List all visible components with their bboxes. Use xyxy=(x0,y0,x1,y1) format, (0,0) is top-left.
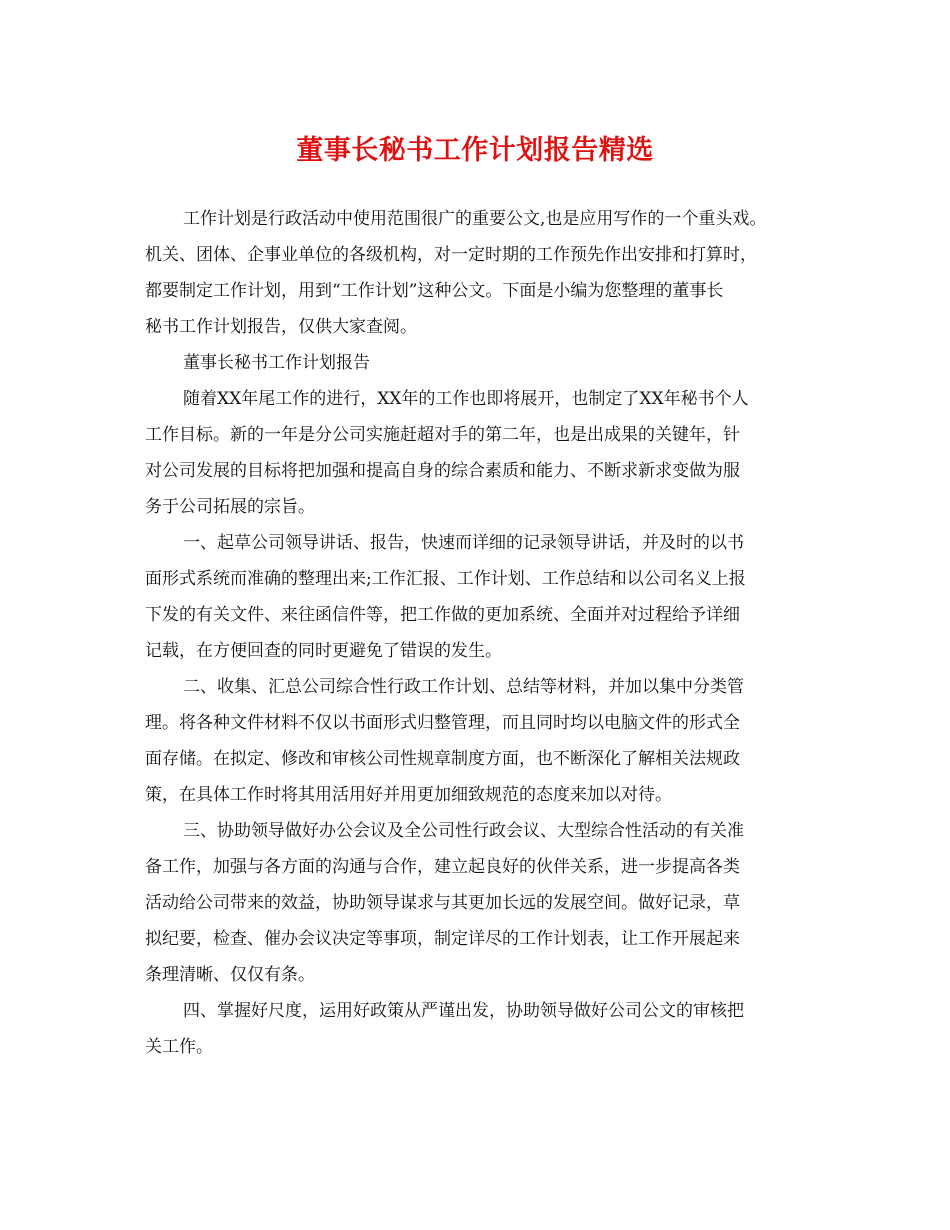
paragraph-line: 理。将各种文件材料不仅以书面形式归整管理，而且同时均以电脑文件的形式全 xyxy=(145,713,740,733)
paragraph-line: 随着XX年尾工作的进行，XX年的工作也即将展开，也制定了XX年秘书个人 xyxy=(183,389,749,409)
paragraph-line: 一、起草公司领导讲话、报告，快速而详细的记录领导讲话，并及时的以书 xyxy=(183,533,744,553)
paragraph-line: 二、收集、汇总公司综合性行政工作计划、总结等材料，并加以集中分类管 xyxy=(183,677,744,697)
paragraph-line: 工作计划是行政活动中使用范围很广的重要公文,也是应用写作的一个重头戏。 xyxy=(183,209,767,229)
paragraph-line: 务于公司拓展的宗旨。 xyxy=(145,497,315,517)
paragraph-line: 关工作。 xyxy=(145,1037,213,1057)
paragraph-line: 策，在具体工作时将其用活用好并用更加细致规范的态度来加以对待。 xyxy=(145,785,672,805)
paragraph-line: 对公司发展的目标将把加强和提高自身的综合素质和能力、不断求新求变做为服 xyxy=(145,461,740,481)
paragraph-line: 活动给公司带来的效益，协助领导谋求与其更加长远的发展空间。做好记录，草 xyxy=(145,893,740,913)
paragraph-line: 机关、团体、企事业单位的各级机构，对一定时期的工作预先作出安排和打算时， xyxy=(145,245,757,265)
paragraph-line: 都要制定工作计划，用到“工作计划”这种公文。下面是小编为您整理的董事长 xyxy=(145,281,724,301)
paragraph-line: 备工作，加强与各方面的沟通与合作，建立起良好的伙伴关系，进一步提高各类 xyxy=(145,857,740,877)
paragraph-line: 条理清晰、仅仅有条。 xyxy=(145,965,315,985)
document-title: 董事长秘书工作计划报告精选 xyxy=(296,135,654,166)
section-heading: 董事长秘书工作计划报告 xyxy=(183,353,370,373)
paragraph-line: 拟纪要，检查、催办会议决定等事项，制定详尽的工作计划表，让工作开展起来 xyxy=(145,929,740,949)
paragraph-line: 工作目标。新的一年是分公司实施赶超对手的第二年，也是出成果的关键年，针 xyxy=(145,425,740,445)
paragraph-line: 面形式系统而准确的整理出来;工作汇报、工作计划、工作总结和以公司名义上报 xyxy=(145,569,746,589)
paragraph-line: 下发的有关文件、来往函信件等，把工作做的更加系统、全面并对过程给予详细 xyxy=(145,605,740,625)
paragraph-line: 四、掌握好尺度，运用好政策从严谨出发，协助领导做好公司公文的审核把 xyxy=(183,1001,744,1021)
paragraph-line: 面存储。在拟定、修改和审核公司性规章制度方面，也不断深化了解相关法规政 xyxy=(145,749,740,769)
paragraph-line: 秘书工作计划报告，仅供大家查阅。 xyxy=(145,317,417,337)
paragraph-line: 三、协助领导做好办公会议及全公司性行政会议、大型综合性活动的有关准 xyxy=(183,821,744,841)
paragraph-line: 记载，在方便回查的同时更避免了错误的发生。 xyxy=(145,641,502,661)
